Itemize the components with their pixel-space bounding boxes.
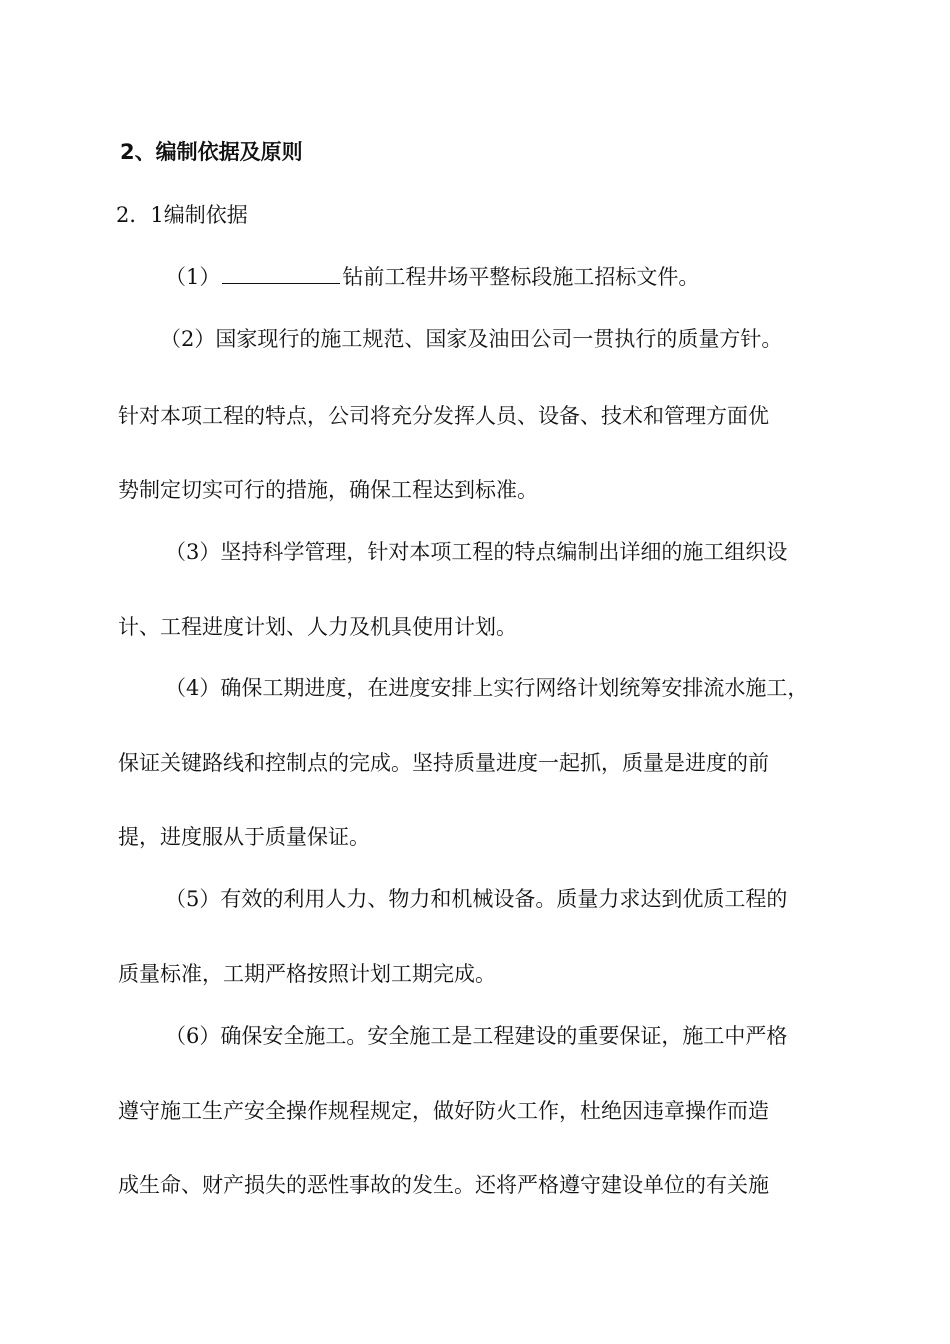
section-heading: 2、编制依据及原则	[120, 140, 303, 164]
paragraph-item-5-line-2: 质量标准，工期严格按照计划工期完成。	[118, 962, 496, 986]
subsection-heading: 2．1编制依据	[116, 203, 248, 227]
paragraph-item-4-line-2: 保证关键路线和控制点的完成。坚持质量进度一起抓，质量是进度的前	[118, 751, 769, 775]
paragraph-item-4-line-3: 提，进度服从于质量保证。	[118, 825, 370, 849]
paragraph-item-6-line-2: 遵守施工生产安全操作规程规定，做好防火工作，杜绝因违章操作而造	[118, 1099, 769, 1123]
paragraph-item-6-line-3: 成生命、财产损失的恶性事故的发生。还将严格遵守建设单位的有关施	[118, 1173, 769, 1197]
item-1-number: （1）	[165, 265, 221, 289]
paragraph-item-3-line-2: 计、工程进度计划、人力及机具使用计划。	[118, 615, 517, 639]
paragraph-item-4-line-1: （4）确保工期进度，在进度安排上实行网络计划统筹安排流水施工，	[165, 676, 809, 700]
item-1-text: 钻前工程井场平整标段施工招标文件。	[342, 265, 700, 289]
paragraph-item-2-line-3: 势制定切实可行的措施，确保工程达到标准。	[118, 478, 538, 502]
paragraph-item-1	[165, 264, 699, 290]
paragraph-item-6-line-1: （6）确保安全施工。安全施工是工程建设的重要保证，施工中严格	[165, 1024, 788, 1048]
paragraph-item-3-line-1: （3）坚持科学管理，针对本项工程的特点编制出详细的施工组织设	[165, 540, 788, 564]
paragraph-item-2-line-1: （2）国家现行的施工规范、国家及油田公司一贯执行的质量方针。	[160, 327, 783, 351]
paragraph-item-5-line-1: （5）有效的利用人力、物力和机械设备。质量力求达到优质工程的	[165, 887, 788, 911]
paragraph-item-2-line-2: 针对本项工程的特点，公司将充分发挥人员、设备、技术和管理方面优	[118, 404, 769, 428]
blank-fill-line	[222, 265, 340, 284]
